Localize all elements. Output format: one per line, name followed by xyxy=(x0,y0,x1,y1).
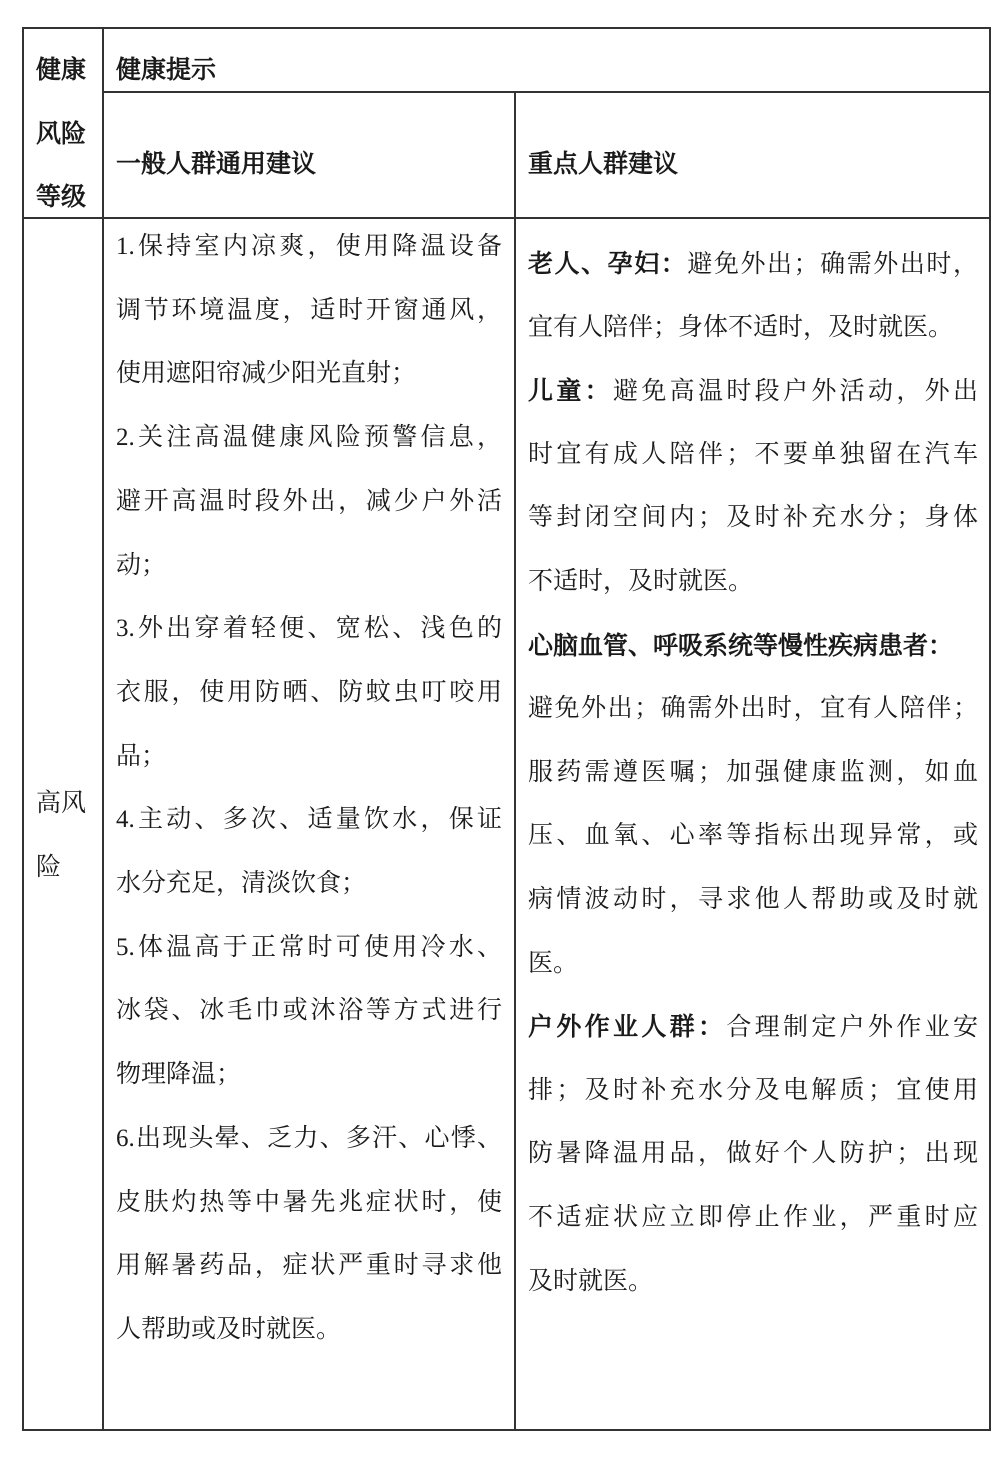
key-group-advice-line xyxy=(528,376,978,406)
general-advice-line: 6.出现头晕、乏力、多汗、心悸、 xyxy=(116,1124,502,1152)
column-divider-1 xyxy=(102,27,104,1431)
key-group-advice-line xyxy=(528,1012,978,1042)
general-advice-line: 调节环境温度，适时开窗通风， xyxy=(116,296,502,324)
general-advice-line: 用解暑药品，症状严重时寻求他 xyxy=(116,1252,502,1280)
table-border-right xyxy=(989,27,991,1431)
key-group-label: 心脑血管、呼吸系统等慢性疾病患者： xyxy=(528,631,954,660)
general-advice-line: 物理降温； xyxy=(116,1061,242,1089)
header-divider-2 xyxy=(22,217,991,219)
risk-level-header-line: 风险 xyxy=(36,120,87,148)
key-group-advice-line: 不适时，及时就医。 xyxy=(528,568,754,595)
general-advice-line: 冰袋、冰毛巾或沐浴等方式进行 xyxy=(116,997,502,1025)
header-divider-1 xyxy=(102,91,991,93)
key-group-advice-line: 及时就医。 xyxy=(528,1267,654,1295)
key-group-text: 合理制定户外作业安 xyxy=(726,1014,978,1042)
general-advice-line: 5.体温高于正常时可使用冷水、 xyxy=(116,933,502,961)
general-advice-line: 3.外出穿着轻便、宽松、浅色的 xyxy=(116,615,502,643)
risk-level-value-line: 高风 xyxy=(36,790,87,817)
table-border-left xyxy=(22,27,24,1431)
key-group-advice-line: 等封闭空间内；及时补充水分；身体 xyxy=(528,504,978,532)
key-group-advice-line: 排；及时补充水分及电解质；宜使用 xyxy=(528,1076,978,1104)
table-border-top xyxy=(22,27,991,29)
key-group-label: 户外作业人群： xyxy=(528,1013,727,1042)
key-group-advice-line: 宜有人陪伴；身体不适时，及时就医。 xyxy=(528,313,954,341)
key-group-label: 老人、孕妇： xyxy=(528,250,688,278)
key-group-advice-line: 避免外出；确需外出时，宜有人陪伴； xyxy=(528,695,978,723)
key-group-advice-line: 防暑降温用品，做好个人防护；出现 xyxy=(528,1140,978,1168)
general-advice-line: 皮肤灼热等中暑先兆症状时，使 xyxy=(116,1188,502,1216)
key-group-advice-line: 医。 xyxy=(528,949,579,977)
key-group-advice-line: 压、血氧、心率等指标出现异常，或 xyxy=(528,822,978,850)
health-tips-header: 健康提示 xyxy=(116,56,217,84)
general-advice-line: 水分充足，清淡饮食； xyxy=(116,870,367,897)
table-border-bottom xyxy=(22,1429,991,1431)
general-advice-line: 衣服，使用防晒、防蚊虫叮咬用 xyxy=(116,678,502,706)
general-advice-line: 人帮助或及时就医。 xyxy=(116,1315,342,1343)
key-group-advice-line: 时宜有成人陪伴；不要单独留在汽车 xyxy=(528,440,978,468)
risk-level-header-line: 等级 xyxy=(36,183,87,211)
key-group-text: 避免高温时段户外活动，外出 xyxy=(613,378,978,406)
key-group-text: 避免外出；确需外出时， xyxy=(687,251,978,278)
general-advice-line: 2.关注高温健康风险预警信息， xyxy=(116,424,502,452)
key-group-advice-line xyxy=(528,249,978,279)
key-group-advice-line: 服药需遵医嘱；加强健康监测，如血 xyxy=(528,758,978,786)
key-group-label: 儿童： xyxy=(528,377,613,406)
risk-level-value-line: 险 xyxy=(36,854,62,881)
key-group-advice-line: 病情波动时，寻求他人帮助或及时就 xyxy=(528,886,978,913)
general-advice-line: 1.保持室内凉爽，使用降温设备 xyxy=(116,233,502,260)
general-advice-line: 使用遮阳帘减少阳光直射； xyxy=(116,360,417,388)
general-advice-line: 避开高温时段外出，减少户外活 xyxy=(116,487,502,515)
key-group-advice-line xyxy=(528,631,978,661)
key-group-advice-header: 重点人群建议 xyxy=(528,150,679,178)
general-advice-header: 一般人群通用建议 xyxy=(116,150,317,178)
general-advice-line: 品； xyxy=(116,742,167,770)
key-group-advice-line: 不适症状应立即停止作业，严重时应 xyxy=(528,1204,978,1231)
general-advice-line: 动； xyxy=(116,551,167,579)
general-advice-line: 4.主动、多次、适量饮水，保证 xyxy=(116,806,502,834)
risk-level-header-line: 健康 xyxy=(36,56,87,84)
